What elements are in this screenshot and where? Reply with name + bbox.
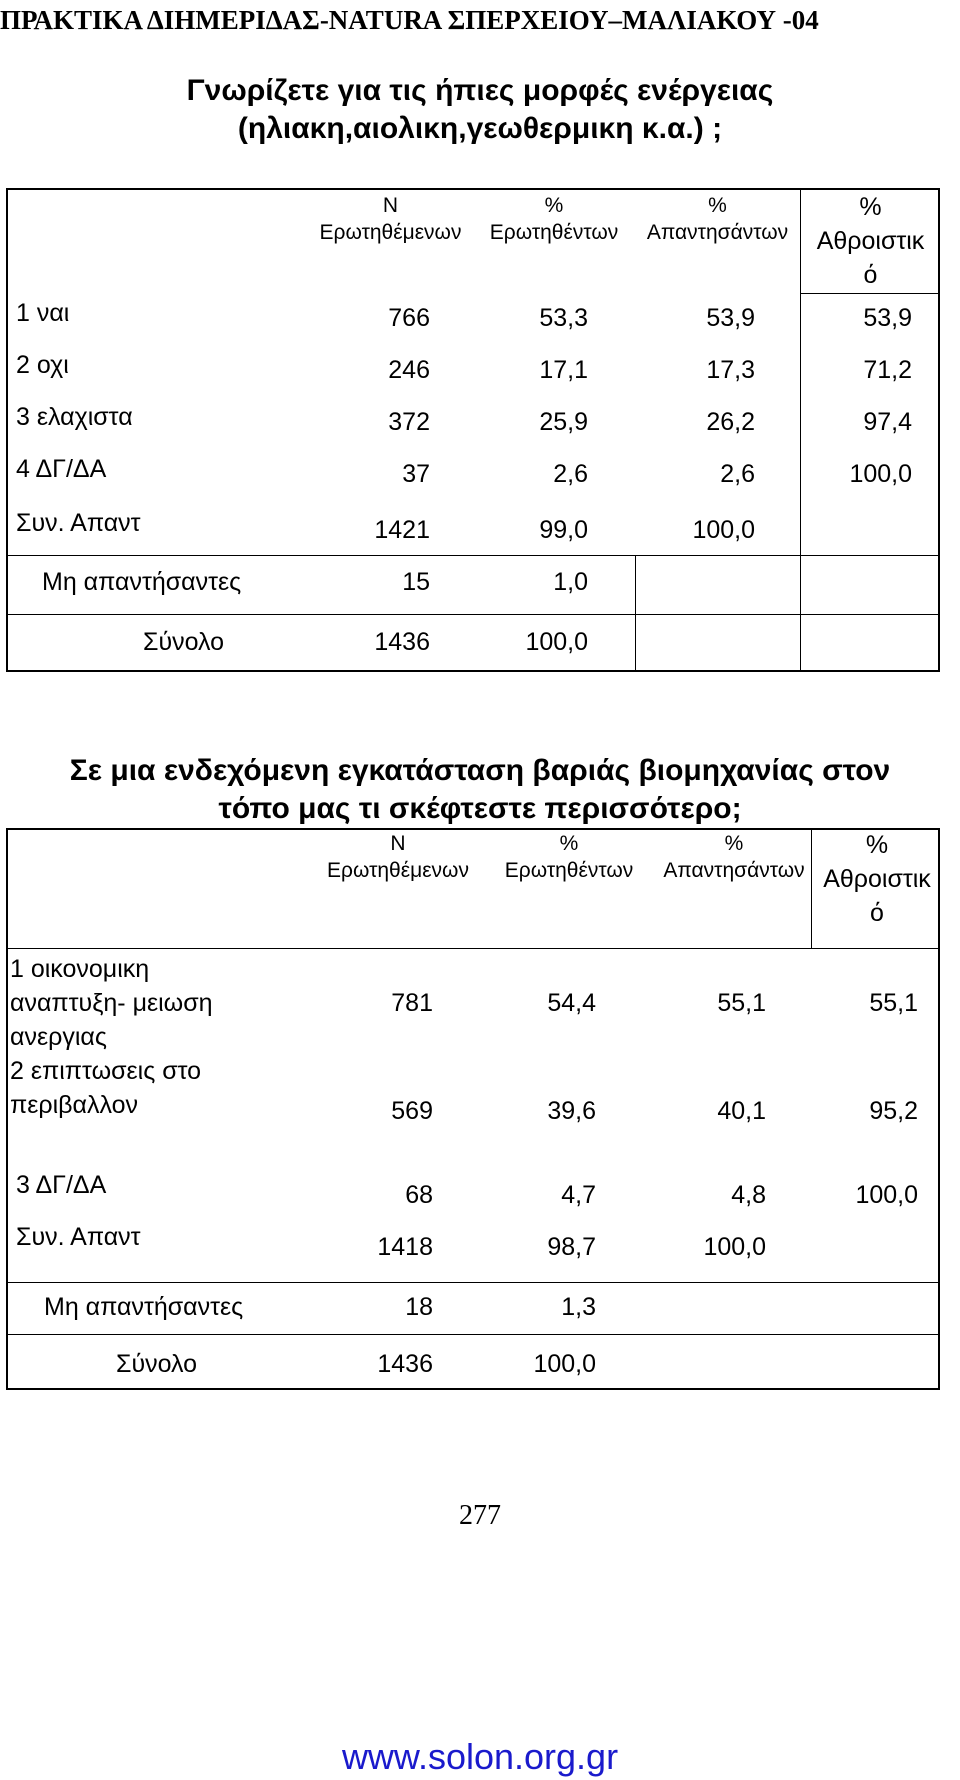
q1-col-header-valid: % Απαντησάντων [646,194,789,244]
q2-col-header-pct: % Ερωτηθέντων [504,832,634,882]
document-header: ΠΡΑΚΤΙΚΑ ΔΙΗΜΕΡΙΔΑΣ-NATURA ΣΠΕΡΧΕΙΟΥ–ΜΑΛΙΑΚΟΥ -04 [0,5,819,35]
q2-col-header-valid: % Απαντησάντων [663,832,805,882]
q1-header-divider-cum [800,293,938,294]
q1-title [0,72,960,148]
q1-table: Ν Ερωτηθέμενων % Ερωτηθέντων % Απαντησάντων % Αθροιστικ ό 1 ναι 766 53,3 53,9 53,9 2 οχι 246 17,1 17,3 71,2 3 ελαχιστα 372 25,9 26,2 97,4 4 ΔΓ/ΔΑ 37 2,6 2,6 100,0 Συν. Απαντ 1421 99,0 100,0 Μη απαντήσαντες 15 1,0 Σύνολο 1436 100,0 [6,188,940,672]
page-number: 277 [459,1500,501,1531]
q1-col-header-cum: % Αθροιστικ ό [816,193,925,289]
q1-summary-divider-1 [635,555,636,670]
q1-total-divider [8,614,938,615]
q2-title [0,752,960,828]
footer-link[interactable]: www.solon.org.gr [341,1736,619,1777]
q1-title-line-1: Γνωρίζετε για τις ήπιες μορφές ενέργειας [186,74,774,107]
q1-col-header-n: Ν Ερωτηθέμενων [319,194,462,244]
q2-table: Ν Ερωτηθέμενων % Ερωτηθέντων % Απαντησάντων % Αθροιστικ ό 1 οικονομικη αναπτυξη- μειωση ανεργιας 781 54,4 55,1 55,1 2 επιπτωσεις στο περιβαλλον 569 39,6 40,1 95,2 3 ΔΓ/ΔΑ 68 4,7 4,8 100,0 Συν. Απαντ 1418 98,7 100,0 Μη απαντήσαντες 18 1,3 Σύνολο 1436 100,0 [6,828,940,1390]
q2-col-header-n: Ν Ερωτηθέμενων [327,832,469,882]
q2-title-line-2: τόπο μας τι σκέφτεστε περισσότερο; [218,792,742,825]
q2-total-divider [8,1334,938,1335]
q1-col-header-pct: % Ερωτηθέντων [489,194,619,244]
q2-header-divider [8,948,938,949]
q1-missing-divider [8,555,938,556]
q2-title-line-1: Σε μια ενδεχόμενη εγκατάσταση βαριάς βιομηχανίας στον [69,754,891,787]
q1-title-line-2: (ηλιακη,αιολικη,γεωθερμικη κ.α.) ; [237,112,723,145]
q2-col-header-cum: % Αθροιστικ ό [823,831,931,927]
q2-missing-divider [8,1282,938,1283]
